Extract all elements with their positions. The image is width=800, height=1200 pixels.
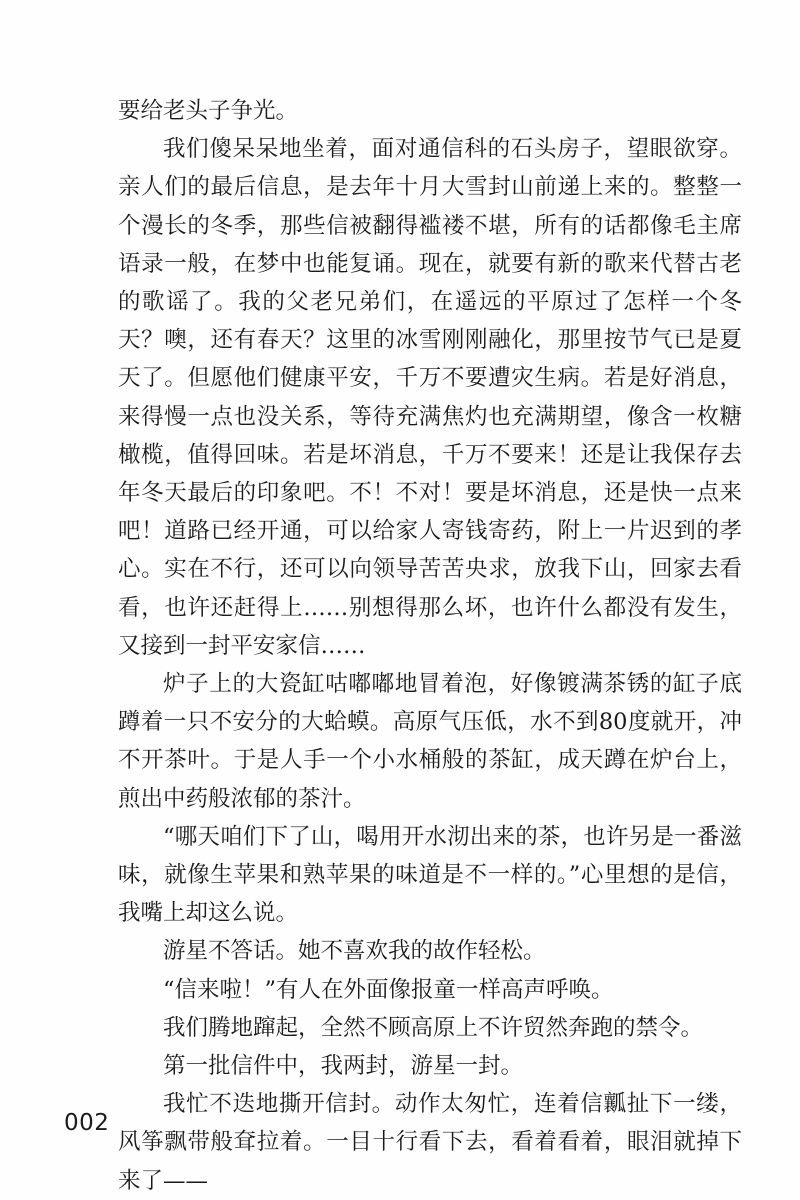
body-text <box>118 92 742 1200</box>
paragraph-continuation: 要给老头子争光。 <box>118 98 299 124</box>
paragraph-waiting-for-letters: 我们傻呆呆地坐着，面对通信科的石头房子，望眼欲穿。亲人们的最后信息，是去年十月大雪封山前递上来的。整整一个漫长的冬季，那些信被翻得褴褛不堪，所有的话都像毛主席语录一般，在梦中也能复诵。现在，就要有新的歌来代替古老的歌谣了。我的父老兄弟们，在遥远的平原过了怎样一个冬天？噢，还有春天？这里的冰雪刚刚融化，那里按节气已是夏天了。但愿他们健康平安，千万不要遭灾生病。若是好消息，来得慢一点也没关系，等待充满焦灼也充满期望，像含一枚糖橄榄，值得回味。若是坏消息，千万不要来！还是让我保存去年冬天最后的印象吧。不！不对！要是坏消息，还是快一点来吧！道路已经开通，可以给家人寄钱寄药，附上一片迟到的孝心。实在不行，还可以向领导苦苦央求，放我下山，回家去看看，也许还赶得上……别想得那么坏，也许什么都没有发生，又接到一封平安家信…… <box>118 136 742 659</box>
paragraph-first-batch: 第一批信件中，我两封，游星一封。 <box>163 1053 524 1080</box>
paragraph-youxing-silent: 游星不答话。她不喜欢我的故作轻松。 <box>163 938 546 965</box>
paragraph-tearing-open: 我忙不迭地撕开信封。动作太匆忙，连着信瓤扯下一缕，风筝飘带般耷拉着。一目十行看下去，看着看着，眼泪就掉下来了—— <box>118 1091 742 1194</box>
paragraph-dialogue-tea: “哪天咱们下了山，喝用开水沏出来的茶，也许另是一番滋味，就像生苹果和熟苹果的味道是不一样的。”心里想的是信，我嘴上却这么说。 <box>118 823 742 927</box>
paragraph-letters-arrived: “信来啦！”有人在外面像报童一样高声呼唤。 <box>163 976 614 1003</box>
paragraph-tea-mug: 炉子上的大瓷缸咕嘟嘟地冒着泡，好像镀满茶锈的缸子底蹲着一只不安分的大蛤蟆。高原气压低，水不到80度就开，冲不开茶叶。于是人手一个小水桶般的茶缸，成天蹲在炉台上，煎出中药般浓郁的茶汁。 <box>118 671 742 812</box>
paragraph-jump-up: 我们腾地蹿起，全然不顾高原上不许贸然奔跑的禁令。 <box>163 1014 704 1041</box>
page-number: 002 <box>64 1110 110 1136</box>
